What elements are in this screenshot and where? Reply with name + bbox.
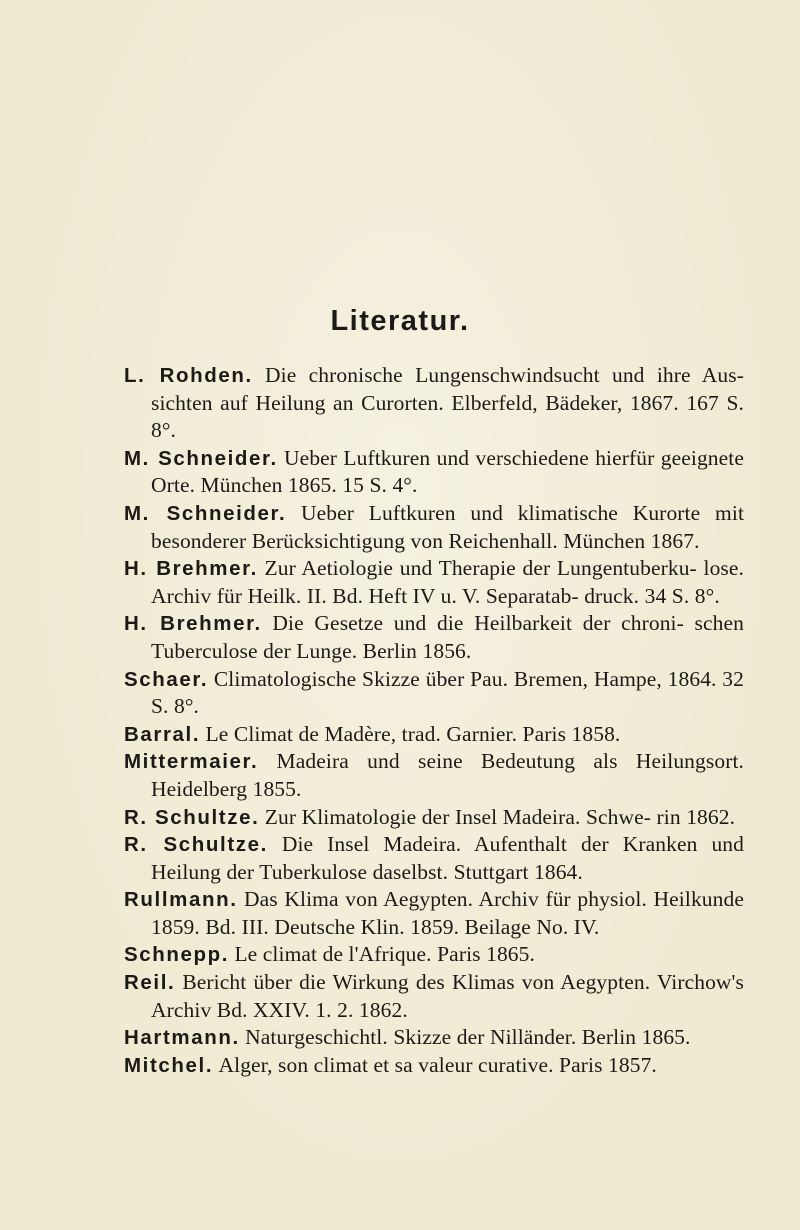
- bibliography-entry: [124, 610, 744, 665]
- entry-text: Zur Klimatologie der Insel Madeira. Schwe- rin 1862.: [264, 804, 736, 829]
- entry-text: Bericht über die Wirkung des Klimas von Aegypten. Virchow's Archiv Bd. XXIV. 1. 2. 1862.: [151, 970, 744, 1022]
- entry-author: M. Schneider.: [124, 446, 278, 470]
- bibliography-entry: [124, 362, 744, 445]
- bibliography-entry: [124, 831, 744, 886]
- entry-author: H. Brehmer.: [124, 557, 258, 581]
- entry-author: Hartmann.: [124, 1026, 240, 1050]
- bibliography-entry: [124, 500, 744, 555]
- entry-author: Schaer.: [124, 667, 209, 691]
- entry-text: Alger, son climat et sa valeur curative. Paris 1857.: [218, 1052, 657, 1077]
- entry-text: Das Klima von Aegypten. Archiv für physiol. Heilkunde 1859. Bd. III. Deutsche Klin. 1859. Beilage No. IV.: [151, 887, 745, 939]
- bibliography-entry: [124, 721, 744, 749]
- entry-text: Le Climat de Madère, trad. Garnier. Paris 1858.: [205, 721, 621, 746]
- bibliography-entry: [124, 555, 744, 610]
- entry-author: R. Schultze.: [124, 805, 260, 829]
- entry-author: Barral.: [124, 722, 201, 746]
- bibliography-entry: [124, 969, 744, 1024]
- entry-author: Mittermaier.: [124, 750, 259, 774]
- entry-text: Die Gesetze und die Heilbarkeit der chroni- schen Tuberculose der Lunge. Berlin 1856.: [151, 611, 744, 663]
- entry-author: Schnepp.: [124, 943, 230, 967]
- bibliography-entry: [124, 445, 744, 500]
- entry-author: R. Schultze.: [124, 833, 268, 857]
- bibliography-entry: [124, 804, 744, 832]
- entry-text: Ueber Luftkuren und klimatische Kurorte mit besonderer Berücksichtigung von Reichenhall. München 1867.: [151, 500, 745, 553]
- entry-author: Reil.: [124, 971, 176, 995]
- entry-author: M. Schneider.: [124, 501, 287, 525]
- entry-text: Le climat de l'Afrique. Paris 1865.: [234, 942, 535, 967]
- entry-text: Zur Aetiologie und Therapie der Lungentuberku- lose. Archiv für Heilk. II. Bd. Heft IV u. V. Separatab- druck. 34 S. 8°.: [151, 556, 745, 608]
- bibliography-entry: [124, 748, 744, 803]
- entry-author: Mitchel.: [124, 1053, 214, 1077]
- entry-text: Naturgeschichtl. Skizze der Nilländer. Berlin 1865.: [245, 1025, 691, 1050]
- bibliography-entry: [124, 666, 744, 721]
- page-title: Literatur.: [330, 305, 470, 337]
- entry-text: Madeira und seine Bedeutung als Heilungsort. Heidelberg 1855.: [151, 749, 744, 801]
- bibliography-entry: [124, 886, 744, 941]
- entry-text: Die Insel Madeira. Aufenthalt der Kranken und Heilung der Tuberkulose daselbst. Stuttgart 1864.: [151, 832, 744, 884]
- entry-text: Die chronische Lungenschwindsucht und ihre Aus- sichten auf Heilung an Curorten. Elberfeld, Bädeker, 1867. 167 S. 8°.: [151, 363, 745, 443]
- entry-author: H. Brehmer.: [124, 612, 262, 636]
- entry-author: L. Rohden.: [124, 364, 253, 387]
- entry-text: Ueber Luftkuren und verschiedene hierfür geeignete Orte. München 1865. 15 S. 4°.: [151, 445, 745, 498]
- bibliography-entry: [124, 1052, 744, 1080]
- entry-text: Climatologische Skizze über Pau. Bremen, Hampe, 1864. 32 S. 8°.: [151, 666, 745, 719]
- bibliography-entry: [124, 941, 744, 969]
- bibliography-entry: [124, 1024, 744, 1052]
- bibliography-list: [124, 362, 744, 1079]
- entry-author: Rullmann.: [124, 888, 238, 912]
